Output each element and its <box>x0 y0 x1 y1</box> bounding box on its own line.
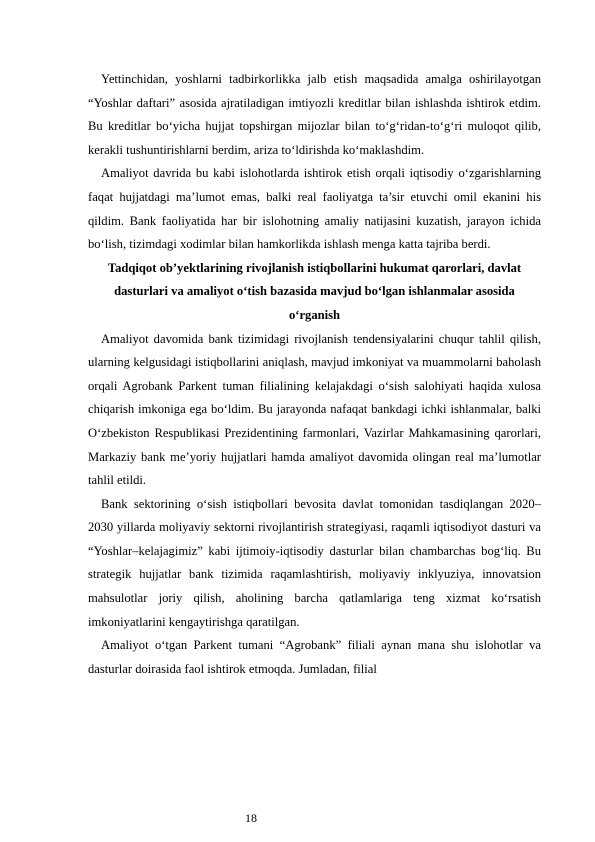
paragraph-development-analysis: Amaliyot davomida bank tizimidagi rivojlanish tendensiyalarini chuqur tahlil qilish, ularning kelgusidagi istiqbollarini aniqlash, mavjud imkoniyat va muammolarni baholash orqali Agrobank Parkent tuman filialining kelajakdagi o‘sish salohiyati haqida xulosa chiqarish imkoniga ega bo‘ldim. Bu jarayonda nafaqat bankdagi ichki ishlanmalar, balki O‘zbekiston Respublikasi Prezidentining farmonlari, Vazirlar Mahkamasining qarorlari, Markaziy bank me’yoriy hujjatlari hamda amaliyot davomida olingan real ma’lumotlar tahlil etildi. <box>88 331 541 488</box>
page-number: 18 <box>245 811 257 825</box>
section-heading: Tadqiqot ob’yektlarining rivojlanish istiqbollarini hukumat qarorlari, davlat dasturlari va amaliyot o‘tish bazasida mavjud bo‘lgan ishlanmalar asosida o‘rganish <box>107 260 522 322</box>
paragraph-parkent-branch: Amaliyot o‘tgan Parkent tumani “Agrobank” filiali aynan mana shu islohotlar va dasturlar doirasida faol ishtirok etmoqda. Jumladan, filial <box>88 638 541 676</box>
paragraph-seventh-point: Yettinchidan, yoshlarni tadbirkorlikka jalb etish maqsadida amalga oshirilayotgan “Yoshlar daftari” asosida ajratiladigan imtiyozli kreditlar bilan ishlashda ishtirok etdim. Bu kreditlar bo‘yicha hujjat topshirgan mijozlar bilan to‘g‘ridan-to‘g‘ri muloqot qilib, kerakli tushuntirishlarni berdim, ariza to‘ldirishda ko‘maklashdim. <box>88 72 541 157</box>
paragraph-growth-prospects: Bank sektorining o‘sish istiqbollari bevosita davlat tomonidan tasdiqlangan 2020–2030 yillarda moliyaviy sektorni rivojlantirish strategiyasi, raqamli iqtisodiyot dasturi va “Yoshlar–kelajagimiz” kabi ijtimoiy-iqtisodiy dasturlar bilan chambarchas bog‘liq. Bu strategik hujjatlar bank tizimida raqamlashtirish, moliyaviy inklyuziya, innovatsion mahsulotlar joriy qilish, aholining barcha qatlamlariga teng xizmat ko‘rsatish imkoniyatlarini kengaytirishga qaratilgan. <box>88 496 541 629</box>
paragraph-reforms-experience: Amaliyot davrida bu kabi islohotlarda ishtirok etish orqali iqtisodiy o‘zgarishlarning faqat hujjatdagi ma’lumot emas, balki real faoliyatga ta’sir etuvchi omil ekanini his qildim. Bank faoliyatida har bir islohotning amaliy natijasini kuzatish, jarayon ichida bo‘lish, tizimdagi xodimlar bilan hamkorlikda ishlash menga katta tajriba berdi. <box>88 166 541 252</box>
document-page <box>88 68 541 681</box>
